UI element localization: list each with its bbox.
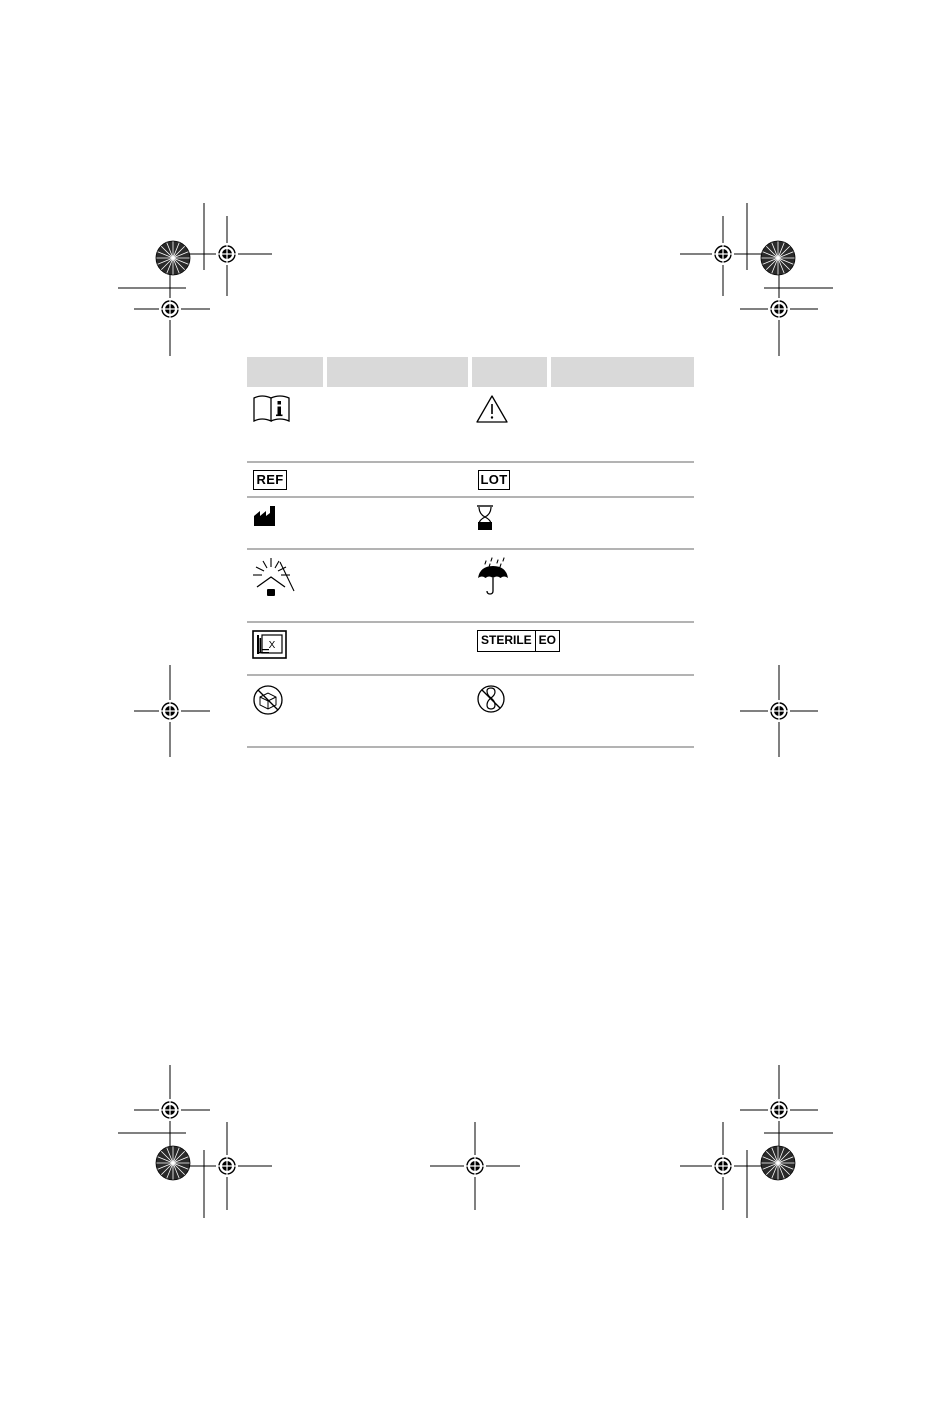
row-divider (247, 461, 694, 463)
table-header-cell-1 (247, 357, 323, 387)
keep-away-from-sunlight-icon (250, 556, 296, 598)
sterile-pack-x-text: X (268, 640, 276, 651)
consult-instructions-icon (252, 394, 292, 424)
ref-label: REF (253, 470, 287, 490)
row-divider (247, 674, 694, 676)
expiry-date-icon (476, 505, 496, 531)
table-header-cell-4 (551, 357, 694, 387)
row-divider (247, 496, 694, 498)
eo-text: EO (535, 631, 559, 651)
row-divider (247, 621, 694, 623)
lot-label: LOT (478, 470, 510, 490)
row-divider (247, 746, 694, 748)
sterile-eo-label (477, 630, 560, 652)
sterile-packaging-icon (252, 630, 288, 660)
table-header-cell-3 (472, 357, 547, 387)
table-header-cell-2 (327, 357, 468, 387)
sterile-text: STERILE (481, 633, 532, 647)
row-divider (247, 548, 694, 550)
keep-dry-icon (476, 556, 514, 596)
do-not-reuse-icon (476, 684, 508, 716)
do-not-use-if-package-damaged-icon (252, 684, 284, 716)
caution-icon (476, 394, 510, 424)
manufacturer-icon (253, 505, 277, 527)
